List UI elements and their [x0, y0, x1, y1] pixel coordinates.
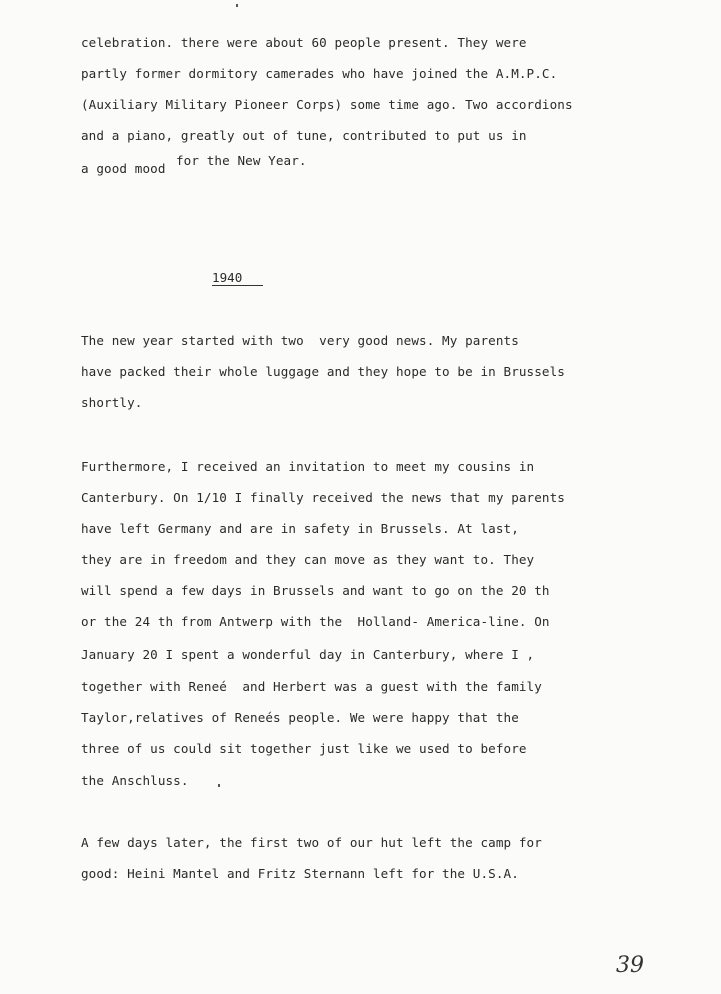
text-line: celebration. there were about 60 people present. They were	[81, 35, 527, 50]
text-line: have left Germany and are in safety in Brussels. At last,	[81, 521, 519, 536]
text-line: together with Reneé and Herbert was a guest with the family	[81, 679, 542, 694]
text-line: have packed their whole luggage and they hope to be in Brussels	[81, 364, 565, 379]
text-line: shortly.	[81, 395, 143, 410]
text-line: three of us could sit together just like we used to before	[81, 741, 527, 756]
text-line: they are in freedom and they can move as they want to. They	[81, 552, 535, 567]
year-heading: 1940	[212, 270, 243, 285]
text-line: a good mood	[81, 161, 166, 176]
text-line: and a piano, greatly out of tune, contributed to put us in	[81, 128, 527, 143]
text-line: or the 24 th from Antwerp with the Holland- America-line. On	[81, 614, 550, 629]
text-line: (Auxiliary Military Pioneer Corps) some time ago. Two accordions	[81, 97, 573, 112]
text-line: A few days later, the first two of our hut left the camp for	[81, 835, 542, 850]
text-line: The new year started with two very good news. My parents	[81, 333, 519, 348]
text-line: Furthermore, I received an invitation to meet my cousins in	[81, 459, 535, 474]
ink-speck	[236, 4, 238, 7]
page-number: 39	[616, 953, 644, 978]
text-line: Canterbury. On 1/10 I finally received the news that my parents	[81, 490, 565, 505]
year-underline	[212, 285, 263, 286]
text-line: Taylor,relatives of Reneés people. We were happy that the	[81, 710, 519, 725]
ink-speck	[218, 784, 220, 787]
text-line: will spend a few days in Brussels and want to go on the 20 th	[81, 583, 550, 598]
text-line: good: Heini Mantel and Fritz Sternann left for the U.S.A.	[81, 866, 519, 881]
text-line: January 20 I spent a wonderful day in Canterbury, where I ,	[81, 647, 535, 662]
text-line: partly former dormitory camerades who have joined the A.M.P.C.	[81, 66, 558, 81]
text-line: for the New Year.	[176, 153, 307, 168]
text-line: the Anschluss.	[81, 773, 189, 788]
